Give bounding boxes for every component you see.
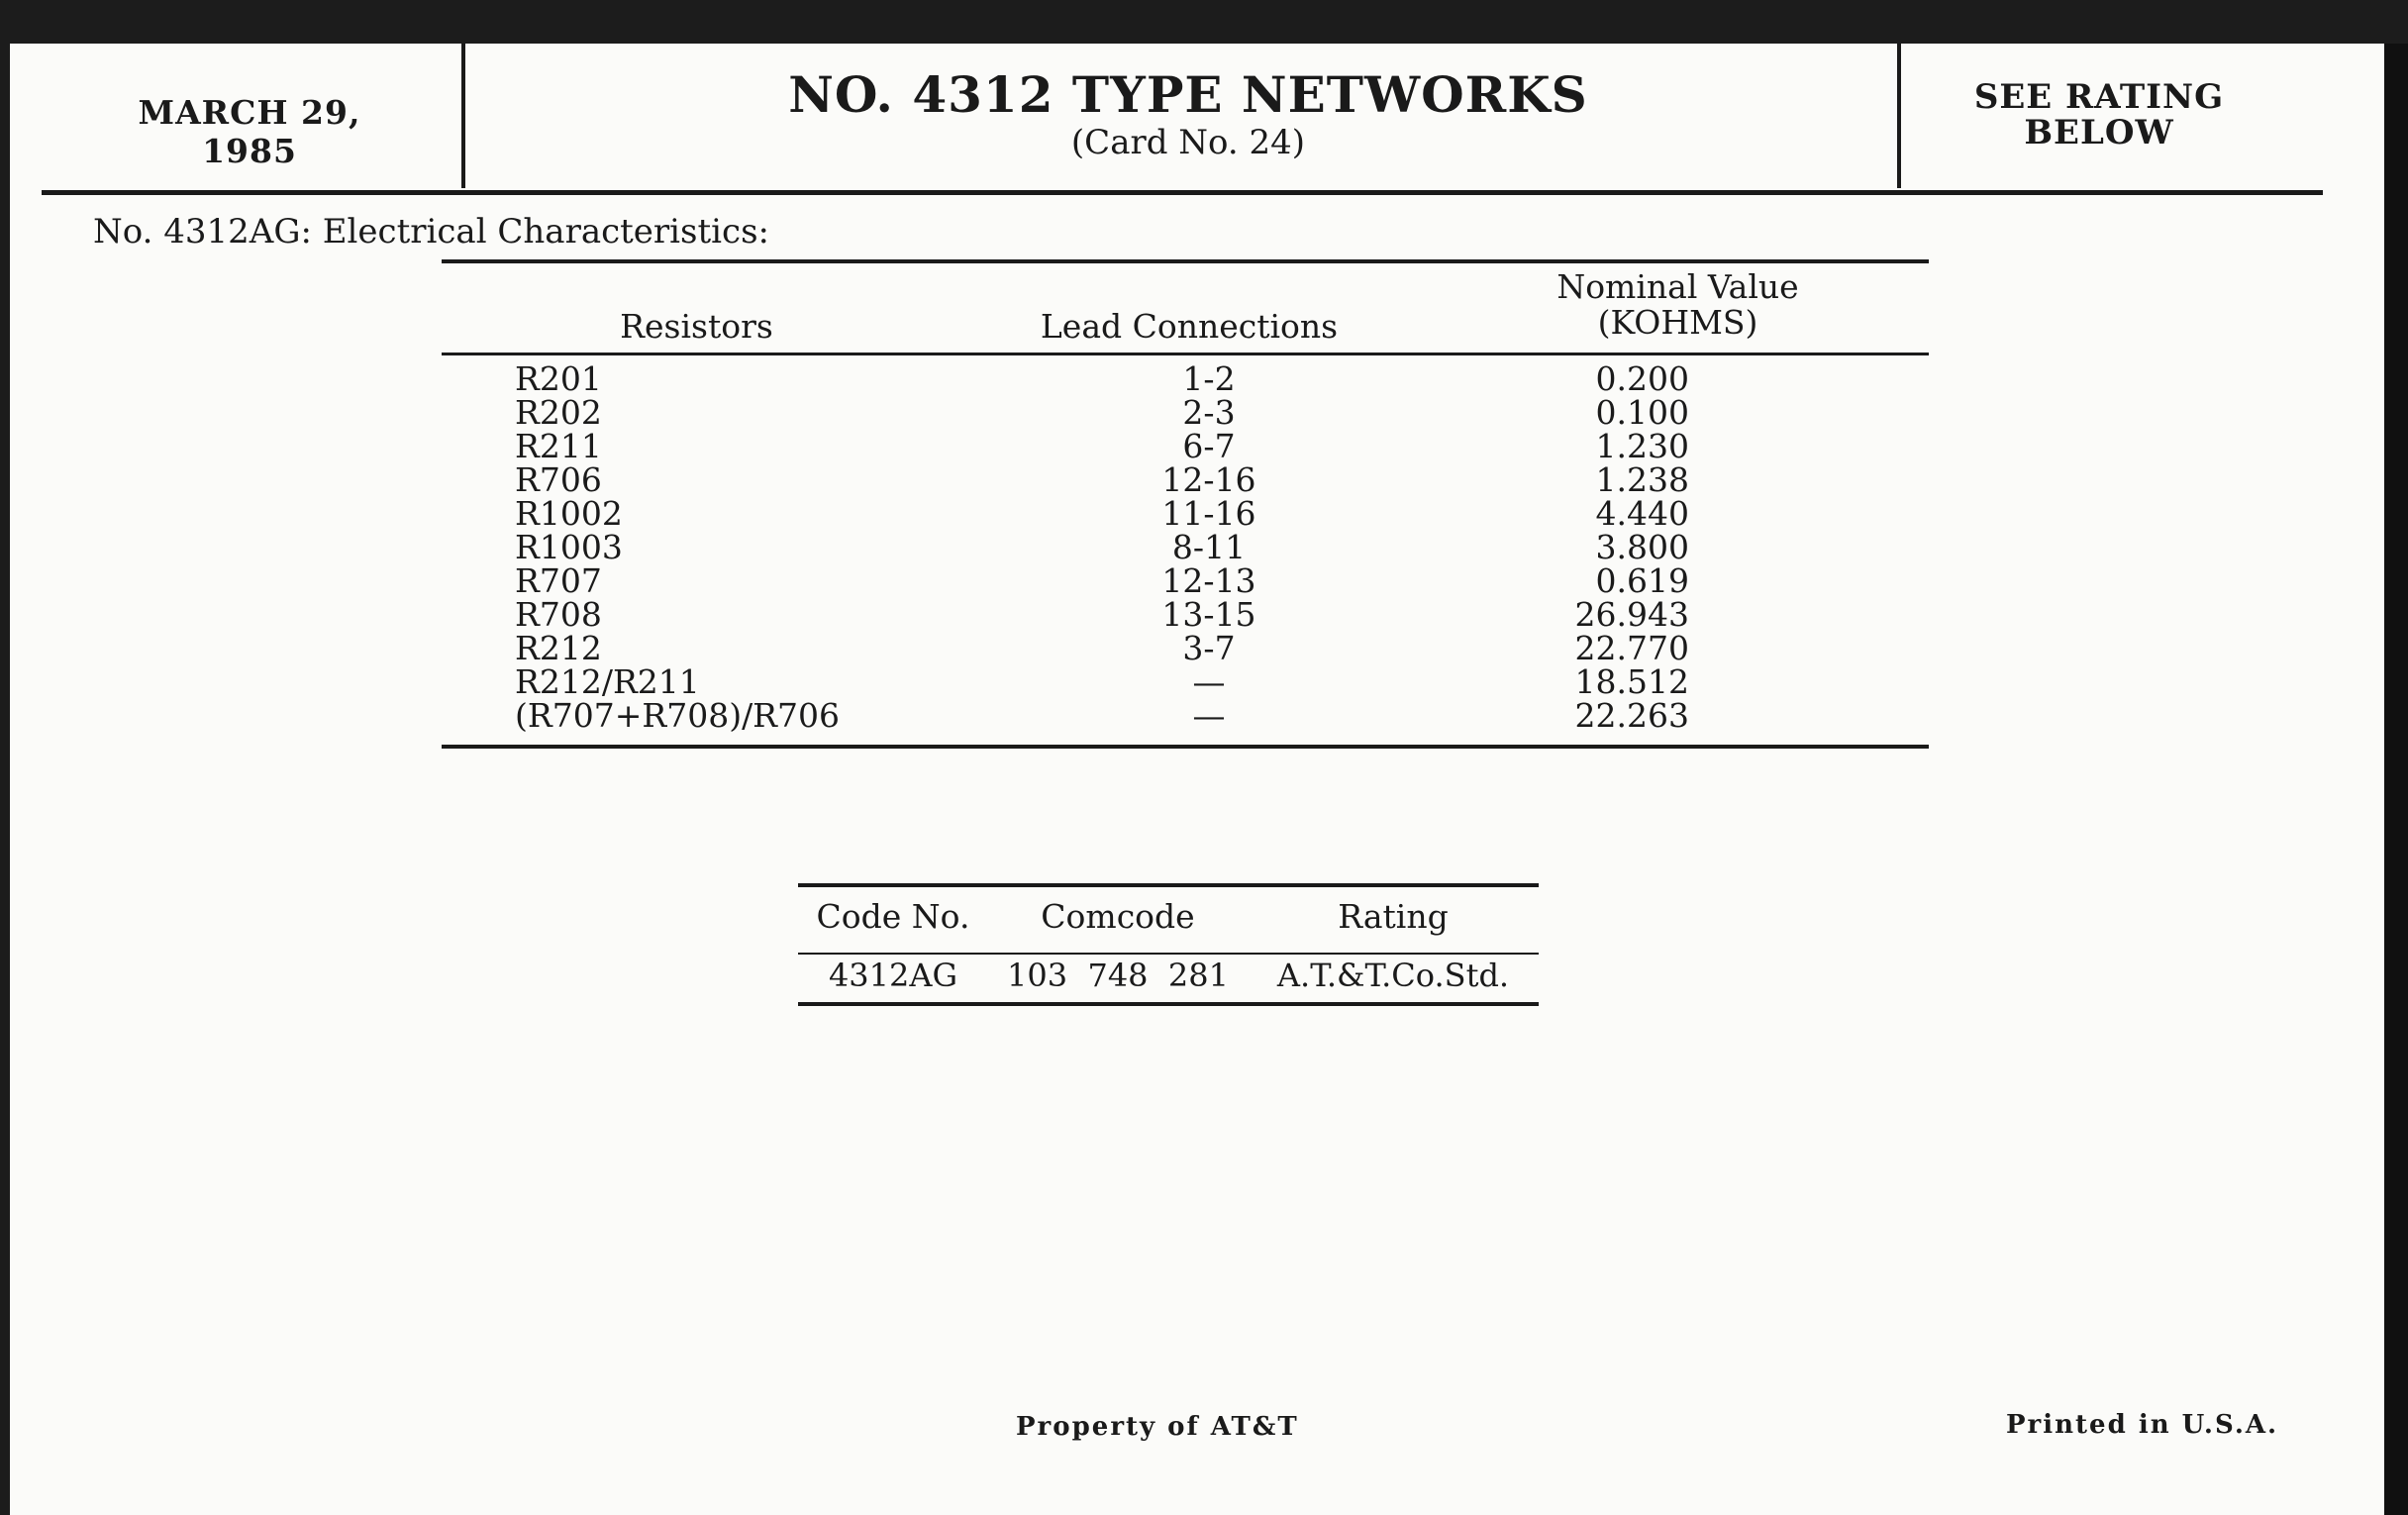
col-header-nominal-line2: (KOHMS) [1597,303,1758,343]
lead-connection: — [1192,662,1226,701]
nominal-value: 1.230 [1595,427,1689,465]
col-header-comcode: Comcode [1041,897,1195,936]
lead-connection: — [1192,696,1226,735]
resistor-name: (R707+R708)/R706 [515,696,841,735]
code-no-value: 4312AG [828,957,958,994]
rating-value: A.T.&T.Co.Std. [1276,957,1510,994]
lead-connection: 11-16 [1161,494,1256,533]
comcode-value: 103 748 281 [1007,957,1229,994]
lead-connection: 1-2 [1182,359,1236,398]
col-header-lead-connections: Lead Connections [1040,307,1339,346]
nominal-value: 0.619 [1595,561,1689,600]
table-row [442,359,1929,398]
table-row [442,427,1929,465]
nominal-value: 1.238 [1595,460,1689,499]
col-header-code-no: Code No. [816,897,970,936]
header-divider-left [461,44,465,188]
lead-connection: 8-11 [1171,528,1247,566]
rating-note-line2: BELOW [2024,113,2174,153]
col-header-rating: Rating [1338,897,1449,936]
header-divider-right [1897,44,1901,188]
resistor-table-top-rule [442,259,1929,263]
col-header-resistors: Resistors [620,307,773,346]
card-date: MARCH 29, 1985 [138,93,361,170]
resistor-name: R201 [515,359,602,398]
nominal-value: 22.263 [1574,696,1689,735]
lead-connection: 12-16 [1161,460,1256,499]
resistor-name: R707 [515,561,602,600]
resistor-table-bottom-rule [442,745,1929,749]
table-row [442,528,1929,566]
table-row [442,494,1929,533]
table-row [442,393,1929,432]
col-header-nominal-line1: Nominal Value [1556,267,1799,306]
nominal-value: 3.800 [1595,528,1689,566]
nominal-value: 26.943 [1574,595,1689,634]
table-row [442,595,1929,634]
resistor-name: R212 [515,629,602,667]
resistor-table-header-rule [442,353,1929,355]
card-number: (Card No. 24) [1070,123,1306,162]
spec-card [10,44,2384,1515]
resistor-name: R706 [515,460,602,499]
table-row [442,561,1929,600]
footer-property: Property of AT&T [1016,1412,1299,1442]
section-title: No. 4312AG: Electrical Characteristics: [93,212,769,252]
resistor-name: R202 [515,393,602,432]
resistor-name: R211 [515,427,602,465]
resistor-name: R1003 [515,528,623,566]
table-row [442,460,1929,499]
table-row [442,629,1929,667]
resistor-name: R708 [515,595,602,634]
table-row [442,662,1929,701]
code-table-header-rule [798,953,1539,955]
resistor-name: R212/R211 [515,662,700,701]
lead-connection: 13-15 [1161,595,1256,634]
nominal-value: 22.770 [1574,629,1689,667]
nominal-value: 0.200 [1595,359,1689,398]
rating-note-line1: SEE RATING [1973,77,2225,117]
nominal-value: 18.512 [1574,662,1689,701]
col-header-nominal-value [1427,269,1929,342]
card-title: NO. 4312 TYPE NETWORKS [788,65,1588,124]
nominal-value: 4.440 [1595,494,1689,533]
footer-printed: Printed in U.S.A. [2006,1410,2279,1440]
resistor-name: R1002 [515,494,623,533]
card-edge-shadow [2384,44,2408,1515]
lead-connection: 2-3 [1182,393,1236,432]
code-table-bottom-rule [798,1002,1539,1006]
nominal-value: 0.100 [1595,393,1689,432]
header-rule [42,190,2323,195]
rating-note [1921,79,2277,152]
lead-connection: 12-13 [1161,561,1256,600]
lead-connection: 3-7 [1182,629,1236,667]
table-row [442,696,1929,735]
lead-connection: 6-7 [1182,427,1236,465]
code-table-top-rule [798,883,1539,887]
